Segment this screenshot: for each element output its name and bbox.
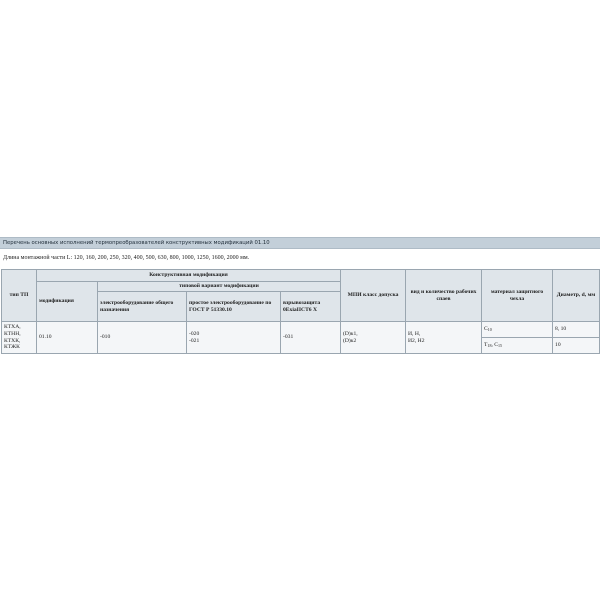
- cell-obshchego: -010: [98, 322, 187, 354]
- cell-vzryv: -031: [281, 322, 341, 354]
- header-vzryv: взрывозащита 0ExiaIICT6 X: [281, 292, 341, 322]
- material-base: Т: [484, 342, 488, 348]
- cell-modifikaciya: 01.10: [37, 322, 98, 354]
- type-item: КТХА,: [4, 323, 21, 330]
- spai-item: И, Н,: [408, 330, 421, 337]
- prostoe-item: -020: [189, 330, 200, 337]
- table-caption: Перечень основных исполнений термопреобразователей конструктивных модификаций 01.10: [0, 237, 600, 249]
- material-sub: 15: [497, 343, 502, 348]
- header-spai: вид и количество рабочих спаев: [406, 270, 482, 322]
- header-obshchego: электрооборудование общего назначения: [98, 292, 187, 322]
- cell-spai: [406, 322, 482, 354]
- cell-types: [2, 322, 37, 354]
- cell-material-2: [482, 338, 553, 354]
- cell-mpi: [341, 322, 406, 354]
- cell-diametr-1: 8, 10: [553, 322, 600, 338]
- header-material: материал защитного чехла: [482, 270, 553, 322]
- header-prostoe: простое электрооборудование по ГОСТ Р 51330.10: [187, 292, 281, 322]
- header-tipovoy-variant: типовой вариант модификации: [98, 282, 341, 292]
- mpi-item: (D)к2: [343, 337, 357, 344]
- spec-table: [1, 269, 600, 354]
- material-sub: 18: [487, 343, 492, 348]
- header-modifikaciya: модификация: [37, 282, 98, 322]
- header-mpi: МПИ класс допуска: [341, 270, 406, 322]
- cell-material-1: [482, 322, 553, 338]
- type-item: КТЖК: [4, 344, 20, 351]
- header-tip-tp: тип ТП: [2, 270, 37, 322]
- cell-prostoe: [187, 322, 281, 354]
- mpi-item: (D)к1,: [343, 330, 358, 337]
- prostoe-item: -021: [189, 337, 200, 344]
- type-item: КТНН,: [4, 330, 21, 337]
- length-note: Длина монтажной части L: 120, 160, 200, 250, 320, 400, 500, 630, 800, 1000, 1250, 1600, 2000 мм.: [3, 255, 250, 261]
- material-sub: 10: [487, 327, 492, 332]
- header-diametr: Диаметр, d, мм: [553, 270, 600, 322]
- cell-diametr-2: 10: [553, 338, 600, 354]
- spai-item: И2, Н2: [408, 337, 425, 344]
- material-base: С: [484, 326, 488, 332]
- material-base: , С: [491, 342, 498, 348]
- header-konstr-mod: Конструктивная модификация: [37, 270, 341, 282]
- type-item: КТХК,: [4, 337, 21, 344]
- document: [0, 237, 600, 354]
